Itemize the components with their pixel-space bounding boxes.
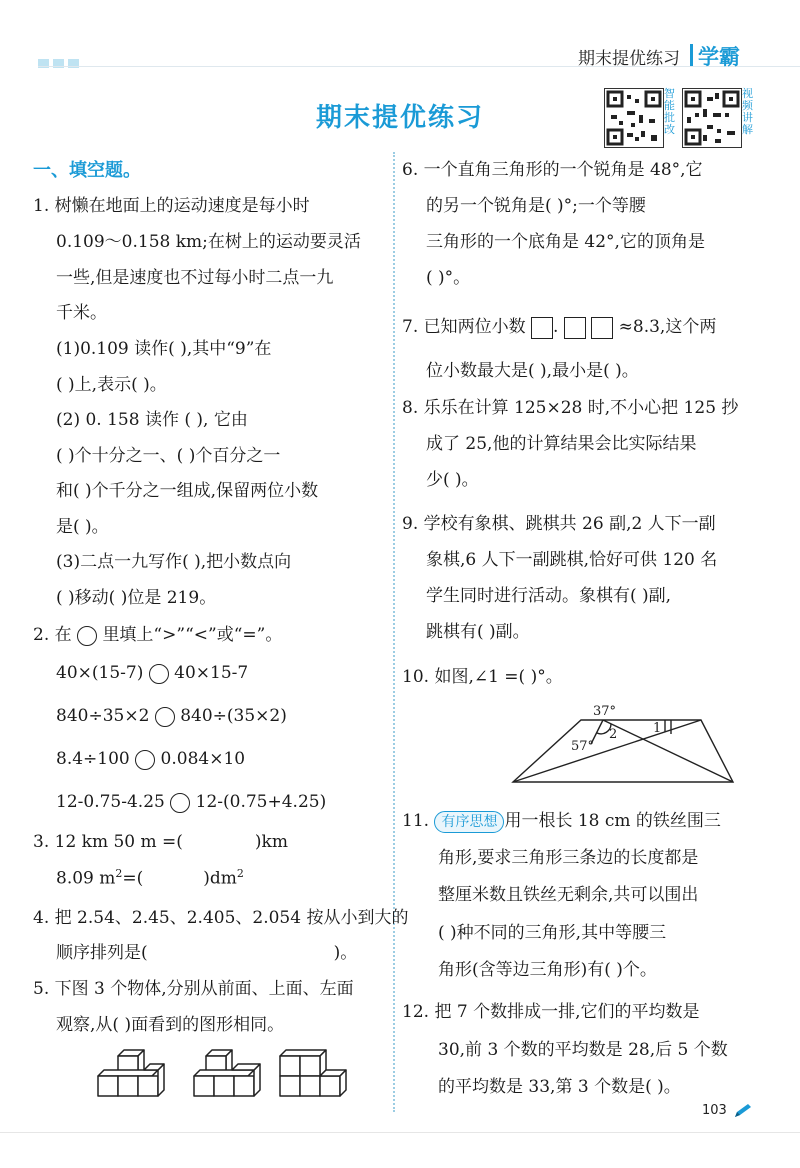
q8-line1: 8. 乐乐在计算 125×28 时,不小心把 125 抄 [402,398,739,418]
q4-l2-end: )。 [333,943,358,963]
section-heading: 一、填空题。 [33,160,141,181]
pencil-icon [732,1102,754,1120]
page-title: 期末提优练习 [315,103,484,133]
digit-box-input[interactable] [591,317,613,339]
angle-37-label: 37° [593,704,617,719]
cube-object-2 [194,1050,260,1096]
q1-part1a: (1)0.109 读作( ),其中“9”在 [56,339,272,359]
angle-57-label: 57° [571,739,595,754]
q9-line3: 学生同时进行活动。象棋有( )副, [426,586,672,606]
q3-l2-text: 8.09 m [56,868,116,889]
q1-part3b: ( )移动( )位是 219。 [56,588,217,608]
header-bar [690,44,693,66]
q1-part2b: ( )个十分之一、( )个百分之一 [56,446,281,466]
qr-pattern-icon [683,89,741,147]
angle-2-label: 2 [609,727,618,742]
compare-circle-input[interactable] [149,664,169,684]
qr-code-video[interactable] [682,88,742,148]
digit-box-input[interactable] [564,317,586,339]
q3-line2 [56,867,244,889]
q3-l2-eq: =( [122,868,144,889]
angle-1-label: 1 [653,721,662,736]
cube-objects-figure [96,1042,366,1102]
q2-row2 [56,706,287,727]
q11-number: 11. [402,811,430,831]
q7-line2: 位小数最大是( ),最小是( )。 [426,361,639,381]
q1-line1: 1. 树懒在地面上的运动速度是每小时 [33,196,310,216]
q2-row3-left: 8.4÷100 [56,749,130,769]
strategy-badge: 有序思想 [434,811,504,833]
q11-line2: 角形,要求三角形三条边的长度都是 [438,848,699,868]
q2-row4 [56,792,326,813]
q8-line3: 少( )。 [426,470,479,490]
q7-line1 [402,312,716,339]
q7-text: 7. 已知两位小数 [402,317,526,337]
q11-line5: 角形(含等边三角形)有( )个。 [438,960,657,980]
page-number: 103 [702,1103,727,1118]
q9-line4: 跳棋有( )副。 [426,622,530,642]
header-rule [38,66,800,67]
q11-text: 用一根长 18 cm 的铁丝围三 [504,811,721,831]
cube-object-3 [280,1050,346,1096]
q11-line4: ( )种不同的三角形,其中等腰三 [438,923,667,943]
compare-circle-input[interactable] [170,793,190,813]
q2-row3-right: 0.084×10 [160,749,246,769]
q12-line3: 的平均数是 33,第 3 个数是( )。 [438,1077,681,1097]
q6-line2: 的另一个锐角是( )°;一个等腰 [426,196,646,216]
q3-l2-sup: 2 [115,867,123,880]
qr-label-video: 视频讲解 [742,87,753,136]
compare-circle-input[interactable] [155,707,175,727]
q1-line4: 千米。 [56,303,107,323]
q5-line2: 观察,从( )面看到的图形相同。 [56,1015,285,1035]
q2-row1 [56,663,248,684]
q2-row2-left: 840÷35×2 [56,706,150,726]
q2-row4-right: 12-(0.75+4.25) [195,792,327,812]
q12-line2: 30,前 3 个数的平均数是 28,后 5 个数 [438,1040,728,1060]
qr-pattern-icon [605,89,663,147]
q1-line2: 0.109～0.158 km;在树上的运动要灵活 [56,232,361,252]
q12-line1: 12. 把 7 个数排成一排,它们的平均数是 [402,1002,700,1022]
q9-line1: 9. 学校有象棋、跳棋共 26 副,2 人下一副 [402,514,716,534]
header-decoration [38,53,83,72]
digit-box-input[interactable] [531,317,553,339]
angle-figure [505,700,745,790]
q2-post: 里填上“>”“<”或“=”。 [102,625,283,645]
q3-l1-text: 3. 12 km 50 m =( [33,832,183,852]
q11-line1 [402,806,721,833]
q4-line2 [56,938,357,963]
q2-row3 [56,749,245,770]
q1-part1b: ( )上,表示( )。 [56,375,167,395]
q3-l2-unit: )dm [203,868,237,889]
q6-line4: ( )°。 [426,268,471,288]
q1-part2d: 是( )。 [56,517,109,537]
cube-object-1 [98,1050,164,1096]
q10-line1: 10. 如图,∠1 =( )°。 [402,667,563,687]
q2-row1-right: 40×15-7 [174,663,249,683]
q2-pre: 2. 在 [33,625,72,645]
q2-row2-right: 840÷(35×2) [180,706,287,726]
q1-part2c: 和( )个千分之一组成,保留两位小数 [56,481,319,501]
q6-line3: 三角形的一个底角是 42°,它的顶角是 [426,232,705,252]
q6-line1: 6. 一个直角三角形的一个锐角是 48°,它 [402,160,703,180]
q2-row1-left: 40×(15-7) [56,663,144,683]
qr-label-grading: 智能批改 [664,87,675,136]
q9-line2: 象棋,6 人下一副跳棋,恰好可供 120 名 [426,550,718,570]
q11-line3: 整厘米数且铁丝无剩余,共可以围出 [438,885,699,905]
brand-logo: 学霸 [698,45,740,69]
q3-l2-unit-sup: 2 [236,867,244,880]
running-title: 期末提优练习 [578,49,680,69]
q3-line1 [33,832,288,852]
q1-part3a: (3)二点一九写作( ),把小数点向 [56,552,292,572]
q5-line1: 5. 下图 3 个物体,分别从前面、上面、左面 [33,979,354,999]
footer-rule [0,1132,800,1133]
qr-code-grading[interactable] [604,88,664,148]
compare-circle-input[interactable] [135,750,155,770]
q1-line3: 一些,但是速度也不过每小时二点一九 [56,268,334,288]
q2-instruction [33,620,282,646]
q7-decimal-point: . [553,317,559,337]
q7-approx: ≈8.3,这个两 [618,317,717,337]
column-divider [393,152,395,1112]
circle-blank-icon [77,626,97,646]
q8-line2: 成了 25,他的计算结果会比实际结果 [426,434,697,454]
q2-row4-left: 12-0.75-4.25 [56,792,165,812]
q4-line1: 4. 把 2.54、2.45、2.405、2.054 按从小到大的 [33,908,409,928]
q3-l1-unit: )km [254,832,288,852]
q1-part2a: (2) 0. 158 读作 ( ), 它由 [56,410,248,430]
q4-l2-text: 顺序排列是( [56,943,148,963]
